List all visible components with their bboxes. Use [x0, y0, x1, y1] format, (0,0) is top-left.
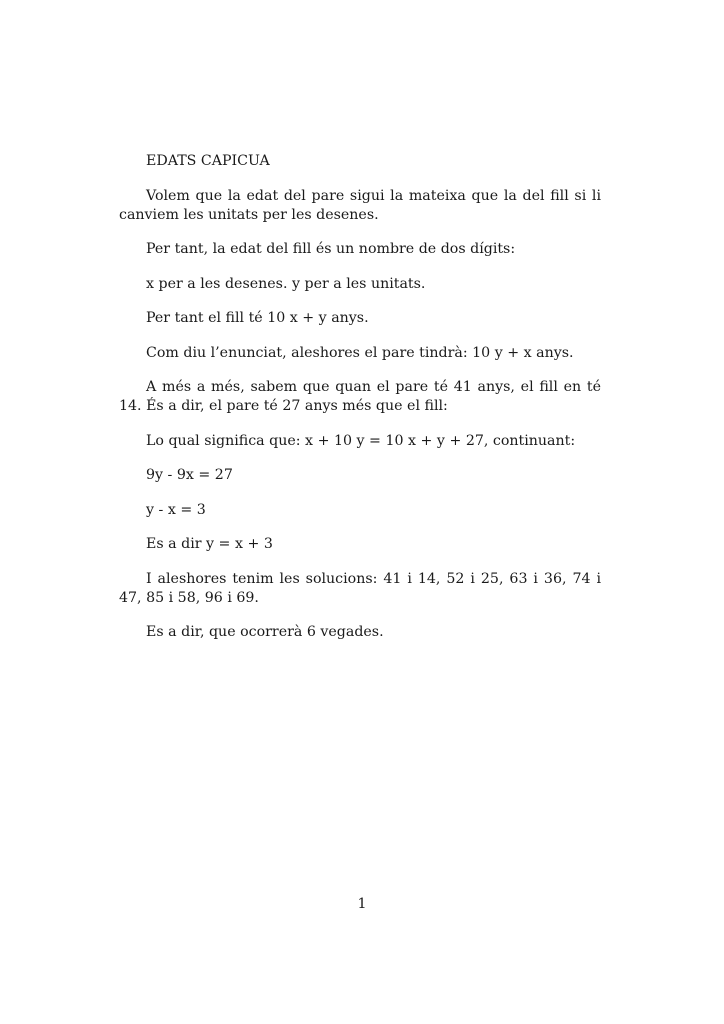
paragraph-solutions: I aleshores tenim les solucions: 41 i 14, 52 i 25, 63 i 36, 74 i 47, 85 i 58, 96 i 69.	[119, 570, 601, 606]
page-number: 1	[357, 896, 367, 912]
document-body	[119, 152, 601, 658]
paragraph-two-digits: Per tant, la edat del fill és un nombre de dos dígits:	[146, 241, 516, 257]
equation-line-3: Es a dir y = x + 3	[146, 536, 273, 552]
document-title: EDATS CAPICUA	[146, 153, 270, 169]
equation-line-2: y - x = 3	[146, 501, 206, 518]
paragraph-father-age: Com diu l’enunciat, aleshores el pare tindrà: 10 y + x anys.	[146, 344, 574, 361]
equation-line-1: 9y - 9x = 27	[146, 467, 233, 483]
paragraph-equation: Lo qual significa que: x + 10 y = 10 x + y + 27, continuant:	[146, 432, 576, 449]
paragraph-son-age: Per tant el fill té 10 x + y anys.	[146, 310, 369, 326]
paragraph-problem-statement: Volem que la edat del pare sigui la mateixa que la del fill si li canviem les unitats per les desenes.	[119, 187, 601, 223]
paragraph-conclusion: Es a dir, que ocorrerà 6 vegades.	[146, 624, 384, 640]
paragraph-age-difference: A més a més, sabem que quan el pare té 41 anys, el fill en té 14. És a dir, el pare té 27 anys més que el fill:	[119, 379, 601, 414]
paragraph-variables: x per a les desenes. y per a les unitats.	[146, 275, 426, 292]
